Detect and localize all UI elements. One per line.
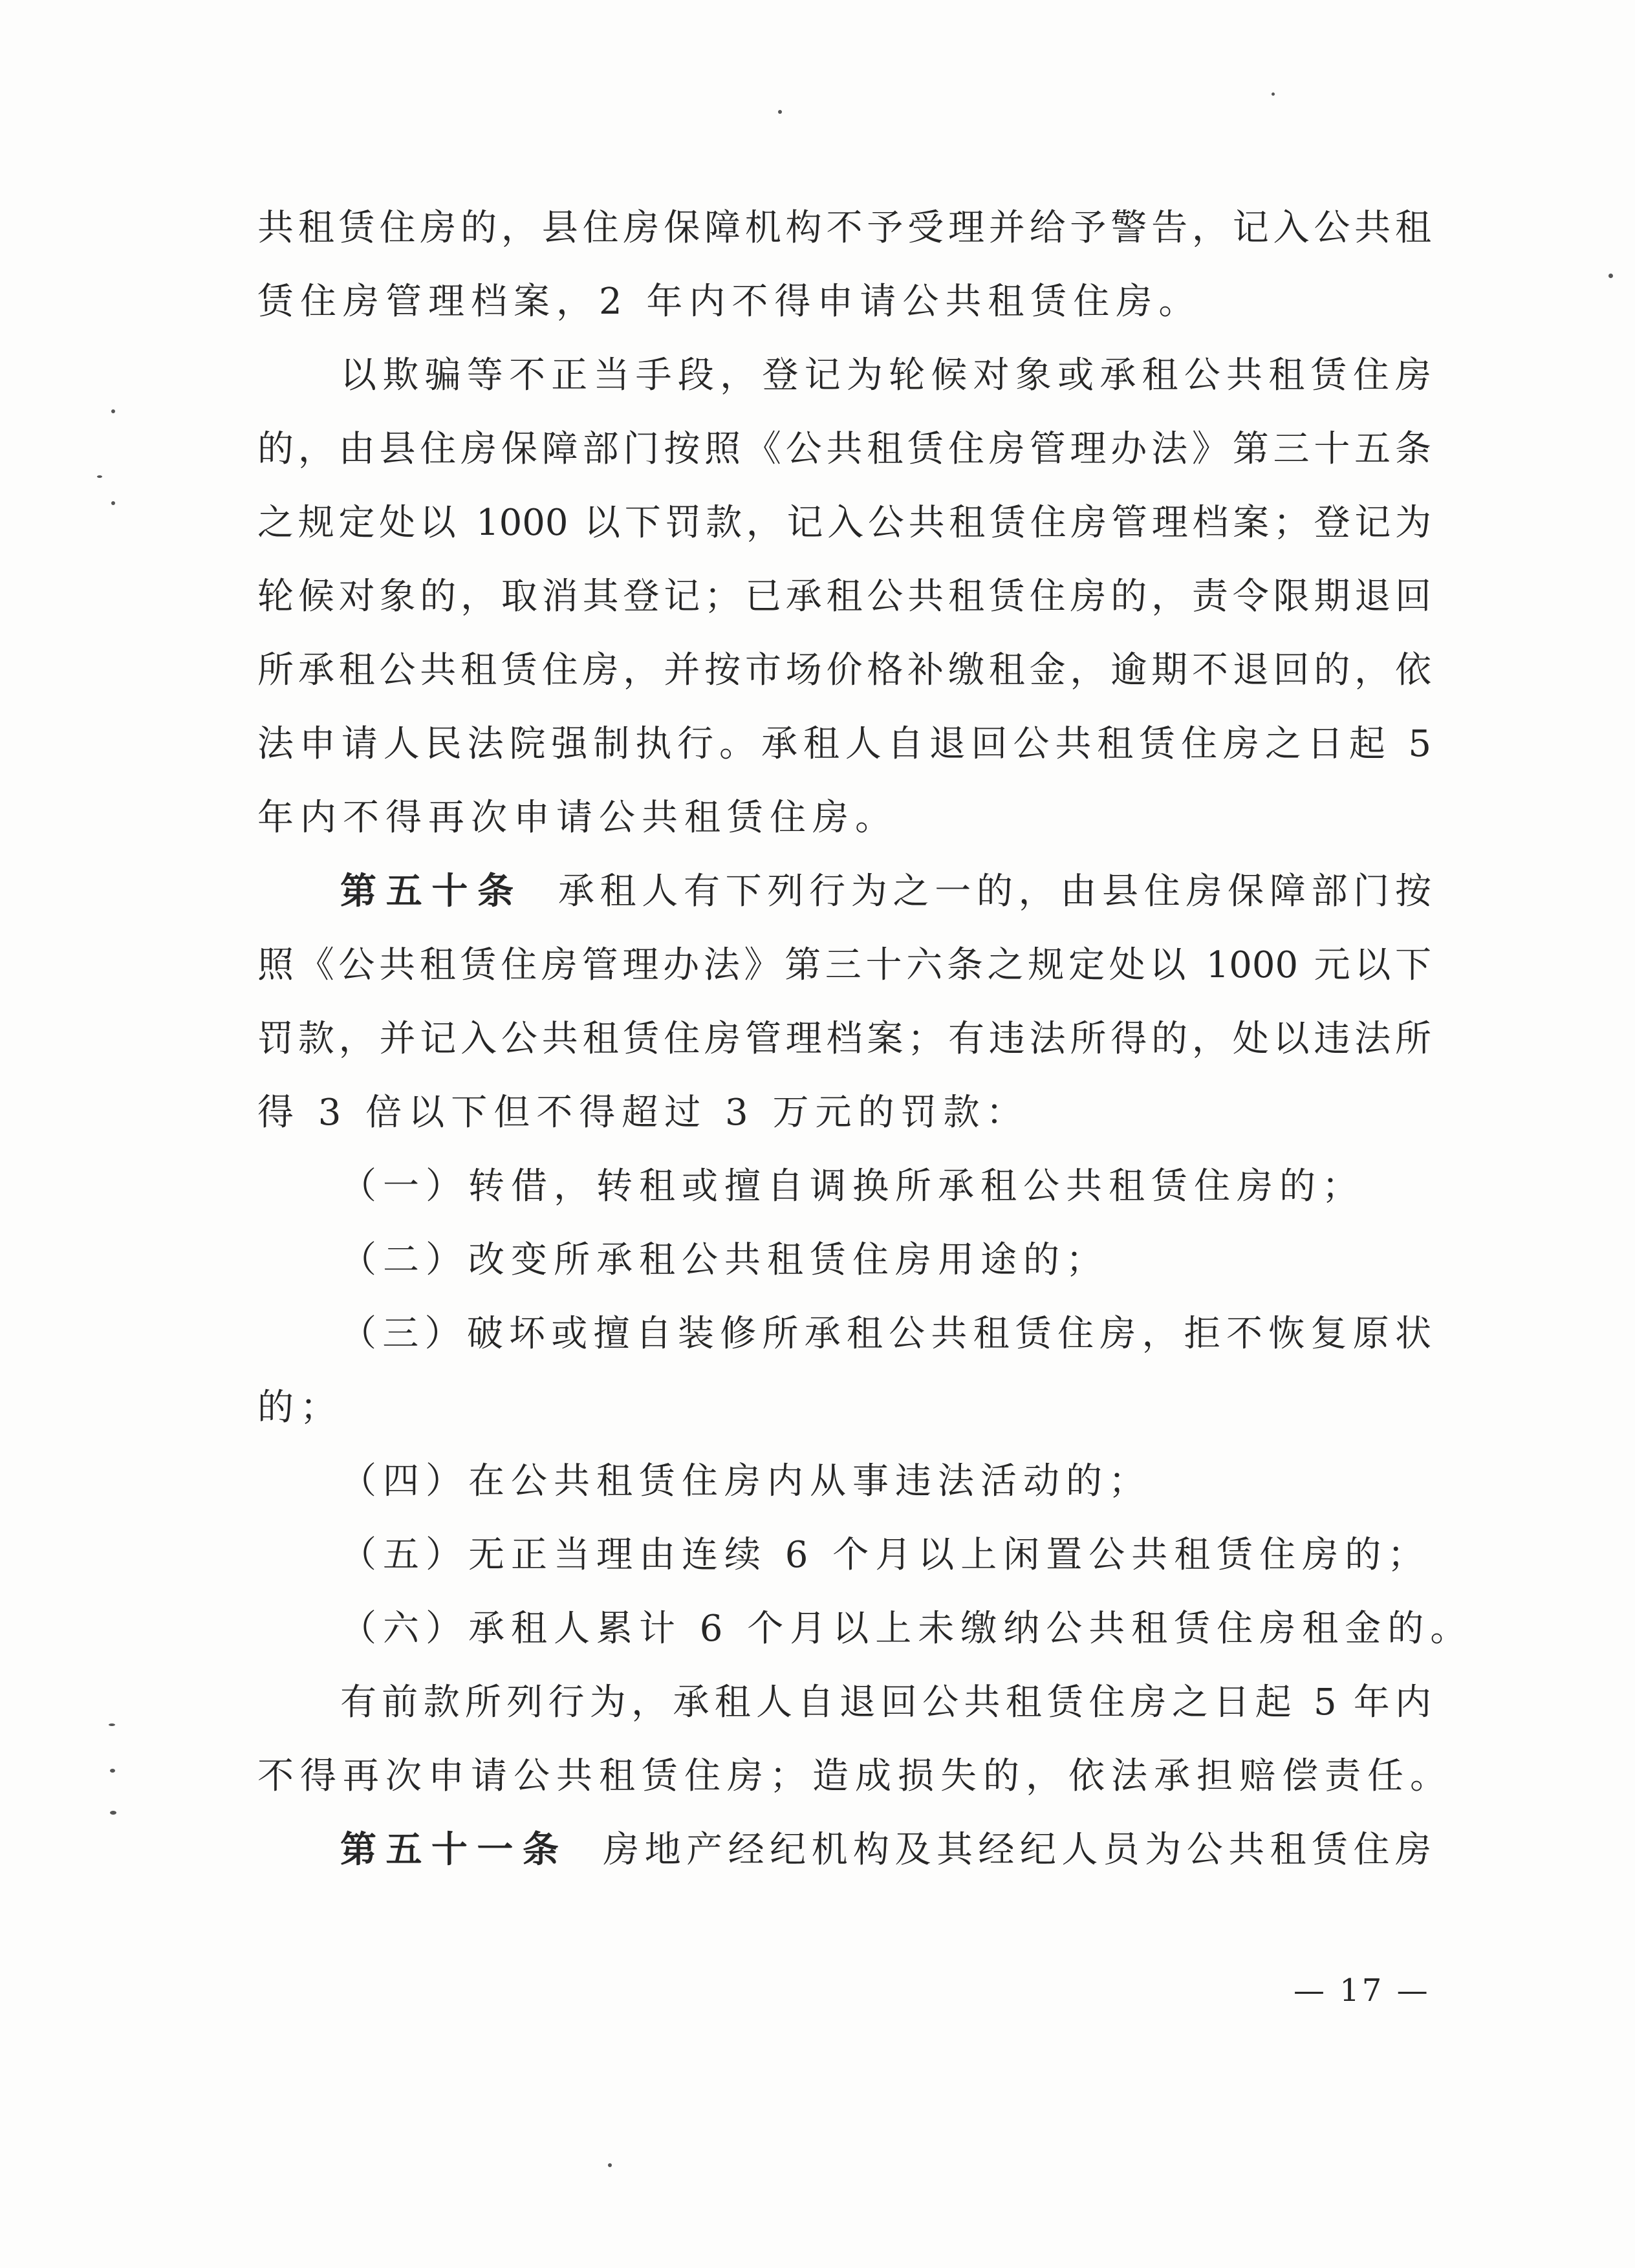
article-50-first-line — [257, 855, 1431, 929]
text-line: 所承租公共租赁住房，并按市场价格补缴租金，逾期不退回的，依 — [257, 649, 1431, 691]
text-line: 不得再次申请公共租赁住房；造成损失的，依法承担赔偿责任。 — [257, 1755, 1453, 1797]
article-51-text: 房地产经纪机构及其经纪人员为公共租赁住房 — [603, 1829, 1432, 1871]
scan-speck — [110, 1769, 115, 1773]
text-line: 赁住房管理档案，2 年内不得申请公共租赁住房。 — [257, 281, 1202, 323]
text-line: 以欺骗等不正当手段，登记为轮候对象或承租公共租赁住房 — [340, 354, 1431, 396]
text-line: 的，由县住房保障部门按照《公共租赁住房管理办法》第三十五条 — [257, 428, 1431, 470]
article-51-heading: 第五十一条 — [340, 1829, 568, 1871]
list-item: （四）在公共租赁住房内从事违法活动的； — [340, 1460, 1151, 1502]
scan-speck — [109, 1723, 115, 1726]
list-item: （二）改变所承租公共租赁住房用途的； — [340, 1239, 1109, 1281]
text-line: 之规定处以 1000 以下罚款，记入公共租赁住房管理档案；登记为 — [257, 502, 1431, 544]
scan-speck — [1608, 274, 1613, 278]
text-line: 共租赁住房的，县住房保障机构不予受理并给予警告，记入公共租 — [257, 207, 1431, 249]
text-line: 得 3 倍以下但不得超过 3 万元的罚款： — [257, 1092, 1029, 1134]
page-number: — 17 — — [1294, 1972, 1431, 2009]
article-51-first-line — [257, 1813, 1431, 1887]
text-line: 照《公共租赁住房管理办法》第三十六条之规定处以 1000 元以下 — [257, 944, 1431, 986]
list-item: （六）承租人累计 6 个月以上未缴纳公共租赁住房租金的。 — [340, 1608, 1473, 1650]
text-line: 年内不得再次申请公共租赁住房。 — [257, 797, 898, 839]
list-item: （三）破坏或擅自装修所承租公共租赁住房，拒不恢复原状 — [340, 1313, 1431, 1355]
scan-speck — [110, 1811, 116, 1815]
scan-speck — [97, 475, 102, 478]
list-item: （一）转借，转租或擅自调换所承租公共租赁住房的； — [340, 1165, 1365, 1207]
text-line: 轮候对象的，取消其登记；已承租公共租赁住房的，责令限期退回 — [257, 576, 1431, 618]
text-line: 罚款，并记入公共租赁住房管理档案；有违法所得的，处以违法所 — [257, 1018, 1431, 1060]
scan-speck — [111, 409, 115, 413]
article-50-text: 承租人有下列行为之一的，由县住房保障部门按 — [558, 870, 1432, 913]
article-50-heading: 第五十条 — [340, 870, 523, 913]
text-line: 法申请人民法院强制执行。承租人自退回公共租赁住房之日起 5 — [257, 723, 1431, 765]
text-line: 有前款所列行为，承租人自退回公共租赁住房之日起 5 年内 — [340, 1681, 1431, 1723]
list-item: （五）无正当理由连续 6 个月以上闲置公共租赁住房的； — [340, 1534, 1431, 1576]
scan-speck — [111, 501, 115, 505]
list-item-continuation: 的； — [257, 1387, 343, 1429]
scan-speck — [1272, 92, 1275, 96]
scan-speck — [778, 110, 782, 114]
document-body — [257, 191, 1473, 1887]
scan-speck — [608, 2163, 612, 2167]
